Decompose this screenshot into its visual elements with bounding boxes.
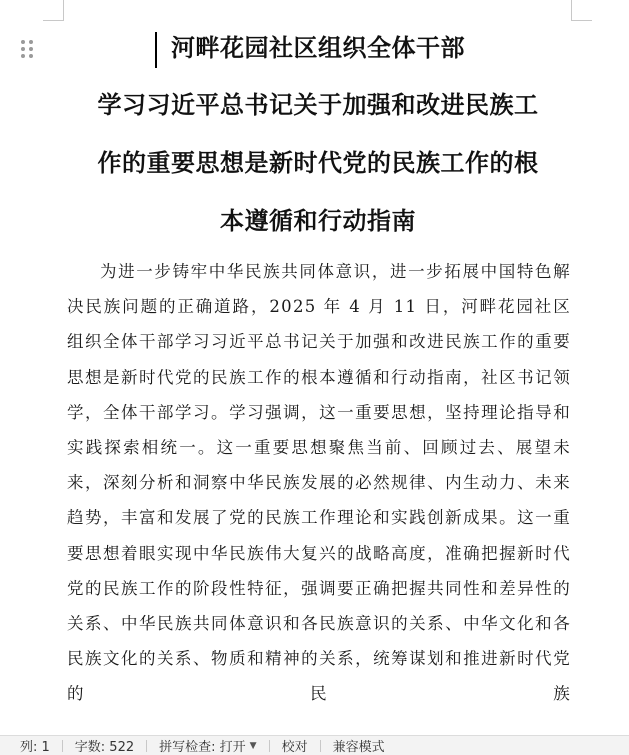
status-proofread[interactable] <box>270 736 320 755</box>
status-compat-mode-label: 兼容模式 <box>332 740 385 755</box>
status-column <box>0 736 62 755</box>
document-title-line-1[interactable]: 河畔花园社区组织全体干部 <box>171 34 465 62</box>
status-proofread-label: 校对 <box>281 740 308 755</box>
status-word-count-label: 字数: 522 <box>74 740 135 755</box>
status-compat-mode[interactable] <box>321 736 397 755</box>
drag-handle-icon[interactable] <box>21 40 35 58</box>
status-word-count[interactable] <box>63 736 146 755</box>
chevron-down-icon: ▼ <box>249 740 257 751</box>
status-bar <box>0 735 629 755</box>
status-spell-check[interactable] <box>147 736 268 755</box>
status-column-label: 列: 1 <box>20 740 50 755</box>
page-corner-mark-top-left <box>43 0 64 21</box>
document-body-paragraph[interactable]: 为进一步铸牢中华民族共同体意识，进一步拓展中国特色解决民族问题的正确道路，2025 年 4 月 11 日，河畔花园社区组织全体干部学习习近平总书记关于加强和改进民族工作的重要思想是新时代党的民族工作的根本遵循和行动指南，社区书记领学，全体干部学习。学习强调，这一重要思想，坚持理论指导和实践探索相统一。这一重要思想聚焦当前、回顾过去、展望未来，深刻分析和洞察中华民族发展的必然规律、内生动力、未来趋势，丰富和发展了党的民族工作理论和实践创新成果。这一重要思想着眼实现中华民族伟大复兴的战略高度，准确把握新时代党的民族工作的阶段性特征，强调要正确把握共同性和差异性的关系、中华民族共同体意识和各民族意识的关系、中华文化和各民族文化的关系、物质和精神的关系，统筹谋划和推进新时代党的民族 <box>67 262 571 704</box>
document-title-line-2[interactable]: 学习习近平总书记关于加强和改进民族工 <box>97 91 539 119</box>
document-title-line-3[interactable]: 作的重要思想是新时代党的民族工作的根 <box>97 149 539 177</box>
page-corner-mark-top-right <box>571 0 592 21</box>
status-spell-check-label: 拼写检查: 打开 <box>159 740 246 755</box>
document-title-line-4[interactable]: 本遵循和行动指南 <box>220 207 416 235</box>
